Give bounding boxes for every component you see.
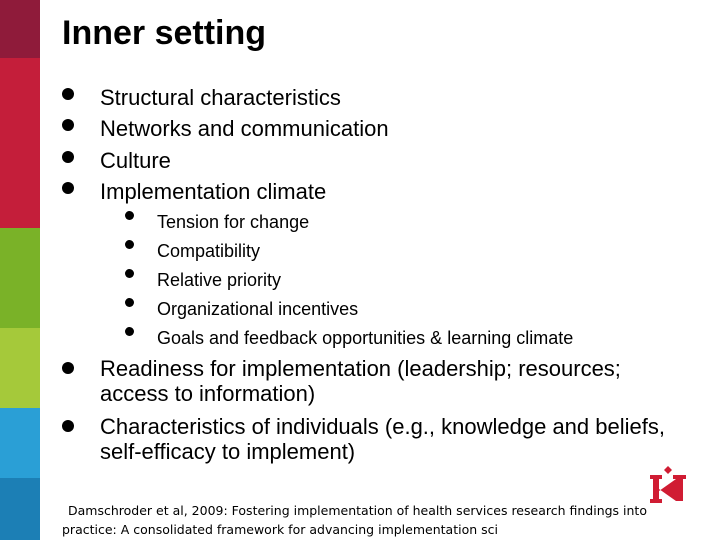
sub-bullet-text: Compatibility — [157, 241, 261, 261]
sub-bullet-dot-icon — [125, 269, 134, 278]
bullet-text: Structural characteristics — [100, 85, 341, 110]
bullet-dot-icon — [62, 420, 74, 432]
sub-bullet-text: Organizational incentives — [157, 299, 359, 319]
bullet-dot-icon — [62, 151, 74, 163]
bar-segment-light-green — [0, 328, 40, 408]
sub-bullet-text: Goals and feedback opportunities & learning climate — [157, 328, 574, 348]
bullet-text: Implementation climate — [100, 179, 327, 204]
bullet-dot-icon — [62, 88, 74, 100]
citation-text: Damschroder et al, 2009: Fostering implementation of health services research findings into practice: A consolidated framework for advancing implementation sci — [62, 503, 647, 537]
bar-segment-red — [0, 58, 40, 228]
bar-segment-dark-blue — [0, 478, 40, 540]
sub-bullet-dot-icon — [125, 211, 134, 220]
bullet-text: Readiness for implementation (leadership; resources; access to information) — [100, 356, 621, 406]
bullet-text: Characteristics of individuals (e.g., knowledge and beliefs, self-efficacy to implement) — [100, 414, 665, 464]
bullet-dot-icon — [62, 362, 74, 374]
sub-bullet-text: Tension for change — [157, 212, 310, 232]
sub-bullet-dot-icon — [125, 327, 134, 336]
left-color-bar — [0, 0, 40, 540]
sub-bullet-dot-icon — [125, 240, 134, 249]
sub-bullet-text: Relative priority — [157, 270, 282, 290]
bullet-dot-icon — [62, 119, 74, 131]
bar-segment-green — [0, 228, 40, 328]
bar-segment-maroon — [0, 0, 40, 58]
sub-bullet-dot-icon — [125, 298, 134, 307]
bullet-text: Networks and communication — [100, 116, 389, 141]
bar-segment-blue — [0, 408, 40, 478]
page-title: Inner setting — [62, 14, 267, 52]
bullet-dot-icon — [62, 182, 74, 194]
bullet-text: Culture — [100, 148, 171, 173]
